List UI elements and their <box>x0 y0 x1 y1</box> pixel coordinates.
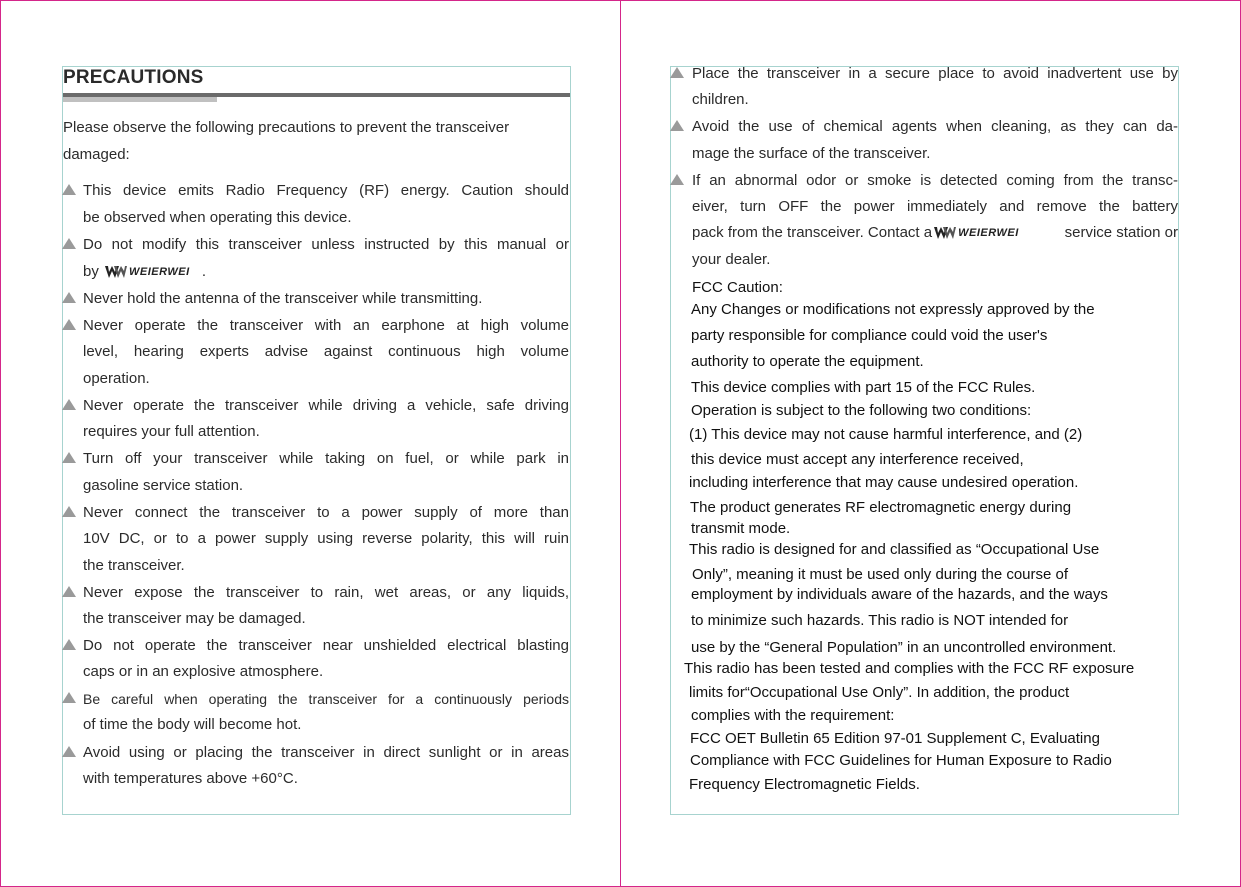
precaution-line: Avoid using or placing the transceiver in direct sunlight or in areas <box>83 744 569 761</box>
precaution-text: pack from the transceiver. Contact a <box>692 224 933 241</box>
precaution-line: If an abnormal odor or smoke is detected coming from the transc- <box>692 172 1178 189</box>
precaution-text: by <box>83 263 99 280</box>
precaution-line: operation. <box>83 370 150 387</box>
page-title: PRECAUTIONS <box>63 67 204 88</box>
weierwei-logo-icon <box>105 265 127 279</box>
fcc-line: to minimize such hazards. This radio is NOT intended for <box>691 612 1069 629</box>
bullet-triangle-icon <box>62 399 76 410</box>
bullet-triangle-icon <box>62 746 76 757</box>
weierwei-logo <box>105 263 190 281</box>
precaution-line: caps or in an explosive atmosphere. <box>83 663 324 680</box>
precaution-text: service station or <box>1064 224 1178 241</box>
fcc-line: (1) This device may not cause harmful interference, and (2) <box>689 426 1083 443</box>
precaution-line: mage the surface of the transceiver. <box>692 145 931 162</box>
intro-line: Please observe the following precautions to prevent the transceiver <box>63 119 510 136</box>
bullet-triangle-icon <box>62 452 76 463</box>
bullet-triangle-icon <box>670 120 684 131</box>
bullet-triangle-icon <box>62 184 76 195</box>
fcc-line: limits for“Occupational Use Only”. In addition, the product <box>689 684 1070 701</box>
precaution-line: Do not modify this transceiver unless instructed by this manual or <box>83 236 569 253</box>
weierwei-logo-icon <box>934 226 956 240</box>
precaution-line: Never operate the transceiver while driving a vehicle, safe driving <box>83 397 569 414</box>
precaution-line: Place the transceiver in a secure place to avoid inadvertent use by <box>692 65 1178 82</box>
fcc-line: Only”, meaning it must be used only during the course of <box>692 566 1069 583</box>
bullet-triangle-icon <box>62 292 76 303</box>
bullet-triangle-icon <box>62 586 76 597</box>
precaution-line: Never operate the transceiver with an earphone at high volume <box>83 317 569 334</box>
precaution-line: with temperatures above +60°C. <box>83 770 298 787</box>
precaution-line: Never connect the transceiver to a power supply of more than <box>83 504 569 521</box>
fcc-heading: FCC Caution: <box>692 279 783 296</box>
precaution-line: children. <box>692 91 749 108</box>
fcc-line: authority to operate the equipment. <box>691 353 924 370</box>
bullet-triangle-icon <box>62 238 76 249</box>
fcc-line: This radio has been tested and complies with the FCC RF exposure <box>684 660 1135 677</box>
precaution-line: level, hearing experts advise against continuous high volume <box>83 343 569 360</box>
fcc-line: party responsible for compliance could void the user's <box>691 327 1048 344</box>
precaution-line: 10V DC, or to a power supply using reverse polarity, this will ruin <box>83 530 569 547</box>
precaution-line: Never expose the transceiver to rain, wet areas, or any liquids, <box>83 584 569 601</box>
precaution-line: the transceiver. <box>83 557 185 574</box>
bullet-triangle-icon <box>670 67 684 78</box>
weierwei-logo <box>934 224 1019 242</box>
fcc-line: transmit mode. <box>691 520 791 537</box>
precaution-line: Never hold the antenna of the transceiver while transmitting. <box>83 290 483 307</box>
title-rule-accent <box>63 97 217 102</box>
bullet-triangle-icon <box>62 639 76 650</box>
fcc-line: The product generates RF electromagnetic energy during <box>690 499 1072 516</box>
precaution-line: of time the body will become hot. <box>83 716 302 733</box>
fcc-line: employment by individuals aware of the hazards, and the ways <box>691 586 1108 603</box>
fcc-line: including interference that may cause undesired operation. <box>689 474 1079 491</box>
precaution-text: . <box>201 263 206 280</box>
fcc-line: use by the “General Population” in an uncontrolled environment. <box>691 639 1117 656</box>
brand-name: WEIERWEI <box>958 227 1019 239</box>
precaution-line-with-logo <box>692 224 1178 242</box>
fcc-line: This device complies with part 15 of the FCC Rules. <box>691 379 1036 396</box>
precaution-line: This device emits Radio Frequency (RF) energy. Caution should <box>83 182 569 199</box>
precaution-line: eiver, turn OFF the power immediately and remove the battery <box>692 198 1178 215</box>
bullet-triangle-icon <box>62 506 76 517</box>
fcc-line: Operation is subject to the following two conditions: <box>691 402 1032 419</box>
precaution-line: the transceiver may be damaged. <box>83 610 306 627</box>
intro-line: damaged: <box>63 146 130 163</box>
fcc-line: complies with the requirement: <box>691 707 895 724</box>
precaution-line-with-logo <box>83 263 206 281</box>
bullet-triangle-icon <box>62 692 76 703</box>
bullet-triangle-icon <box>62 319 76 330</box>
bullet-triangle-icon <box>670 174 684 185</box>
precaution-line: Be careful when operating the transceiver for a continuously periods <box>83 691 569 707</box>
fcc-line: Any Changes or modifications not expressly approved by the <box>691 301 1095 318</box>
precaution-line: Do not operate the transceiver near unshielded electrical blasting <box>83 637 569 654</box>
precaution-line: requires your full attention. <box>83 423 260 440</box>
fcc-line: This radio is designed for and classified as “Occupational Use <box>689 541 1100 558</box>
precaution-line: gasoline service station. <box>83 477 244 494</box>
fcc-line: this device must accept any interference received, <box>691 451 1024 468</box>
precaution-line: Turn off your transceiver while taking on fuel, or while park in <box>83 450 569 467</box>
precaution-line: Avoid the use of chemical agents when cleaning, as they can da- <box>692 118 1178 135</box>
precaution-line: your dealer. <box>692 251 771 268</box>
brand-name: WEIERWEI <box>129 266 190 279</box>
precaution-line: be observed when operating this device. <box>83 209 352 226</box>
fcc-line: Frequency Electromagnetic Fields. <box>689 776 920 793</box>
fcc-line: Compliance with FCC Guidelines for Human Exposure to Radio <box>690 752 1112 769</box>
fcc-line: FCC OET Bulletin 65 Edition 97-01 Supplement C, Evaluating <box>690 730 1100 747</box>
